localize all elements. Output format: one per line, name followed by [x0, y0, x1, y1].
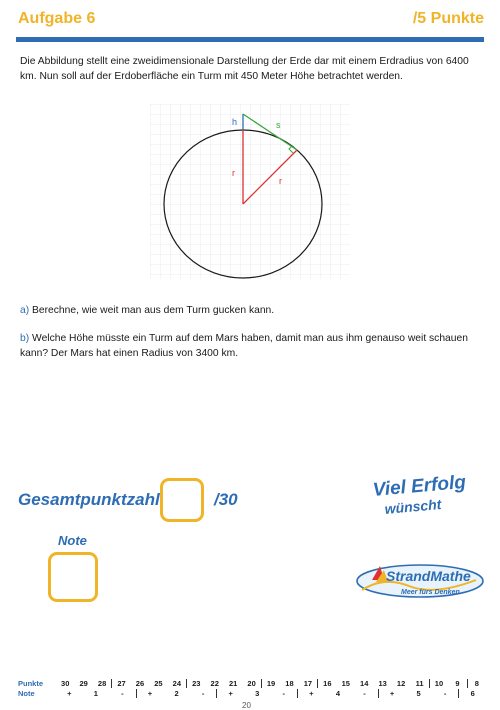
note-cell: 6: [458, 689, 486, 698]
header: [16, 8, 484, 34]
note-cell: 2: [174, 688, 179, 698]
points-cell: 19: [261, 679, 280, 688]
closing-line-1: Viel Erfolg: [372, 471, 467, 501]
logo-name: StrandMathe: [386, 568, 471, 584]
points-row: [18, 678, 486, 688]
task-points: /5 Punkte: [412, 10, 484, 27]
note-cell: -: [282, 688, 286, 698]
points-cells: [56, 679, 486, 688]
points-cell: 26: [135, 678, 145, 688]
label-s: s: [276, 120, 281, 130]
points-cell: 15: [341, 678, 350, 688]
note-cell: 1: [93, 688, 98, 698]
page-number: 20: [242, 701, 251, 710]
question-b-letter: b): [20, 333, 30, 344]
label-r-right: r: [279, 176, 282, 186]
points-cell: 29: [79, 678, 88, 688]
note-cell: 3: [255, 688, 260, 698]
note-cell: +: [378, 689, 406, 698]
note-cell: -: [443, 688, 447, 698]
question-a-letter: a): [20, 305, 30, 316]
points-cell: 13: [378, 678, 387, 688]
note-cell: +: [67, 688, 72, 698]
points-cell: 28: [97, 678, 107, 688]
points-cell: 20: [247, 678, 256, 688]
note-cell: +: [216, 689, 244, 698]
points-cell: 30: [61, 678, 70, 688]
question-a: [20, 303, 486, 318]
note-cell: -: [201, 688, 205, 698]
points-cell: 24: [172, 678, 182, 688]
strandmathe-logo: [354, 558, 484, 604]
points-cell: 22: [210, 678, 219, 688]
logo-tagline: Meer fürs Denken: [401, 589, 460, 596]
task-title: Aufgabe 6: [18, 10, 96, 27]
header-rule: [16, 37, 484, 42]
label-h: h: [232, 117, 238, 127]
points-cell: 23: [186, 679, 205, 688]
grading-scale: [18, 678, 486, 698]
grade-box[interactable]: [48, 552, 98, 602]
points-row-label: Punkte: [18, 678, 44, 688]
points-cell: 27: [111, 679, 130, 688]
points-cell: 10: [429, 679, 448, 688]
points-cell: 25: [154, 678, 163, 688]
note-cell: +: [297, 689, 325, 698]
intro-text: Die Abbildung stellt eine zweidimensionale Darstellung der Erde dar mit einem Erdradius von 6400 km. Nun soll auf der Erdoberfläche ein Turm mit 450 Meter Höhe betrachtet werden.: [20, 56, 469, 82]
points-cell: 9: [455, 678, 460, 688]
note-cell: +: [136, 689, 164, 698]
points-cell: 17: [303, 678, 313, 688]
points-cell: 12: [396, 678, 406, 688]
points-cell: 8: [467, 679, 486, 688]
note-cell: -: [121, 688, 124, 698]
label-r-left: r: [232, 168, 235, 178]
note-cell: 4: [335, 688, 340, 698]
points-cell: 21: [228, 678, 238, 688]
points-cell: 18: [285, 678, 294, 688]
notes-cells: [56, 689, 486, 698]
question-a-text: Berechne, wie weit man aus dem Turm gucken kann.: [32, 305, 275, 316]
question-b-text: Welche Höhe müsste ein Turm auf dem Mars haben, damit man aus ihm genauso weit schauen kann? Der Mars hat einen Radius von 3400 km.: [20, 333, 468, 359]
total-score-label: Gesamtpunktzahl: [18, 490, 160, 509]
max-score: /30: [214, 490, 238, 509]
note-cell: 5: [416, 688, 421, 698]
notes-row: [18, 688, 486, 698]
question-b: [20, 331, 486, 361]
points-cell: 16: [317, 679, 336, 688]
points-cell: 14: [360, 678, 369, 688]
note-cell: -: [363, 688, 366, 698]
grade-label: Note: [58, 533, 87, 548]
earth-figure: [140, 94, 360, 284]
total-score-box[interactable]: [160, 478, 204, 522]
notes-row-label: Note: [18, 688, 35, 698]
points-cell: 11: [415, 678, 424, 688]
closing-line-2: wünscht: [384, 496, 442, 517]
